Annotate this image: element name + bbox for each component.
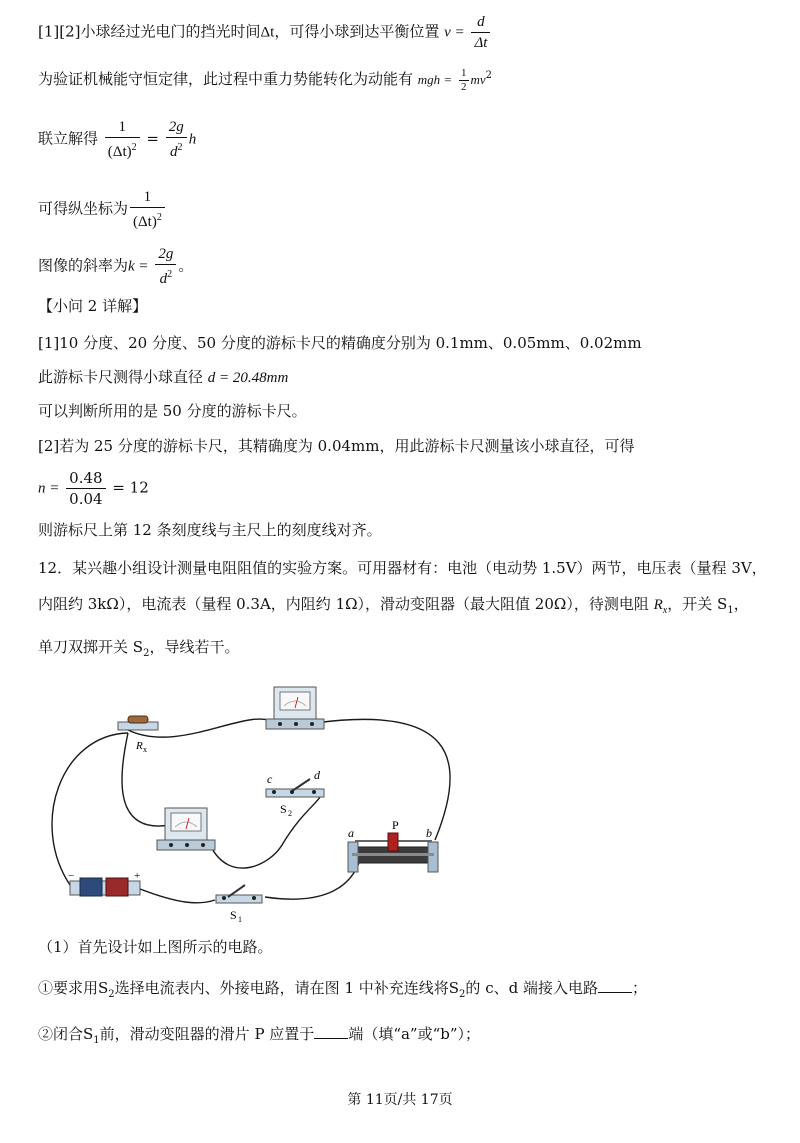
- battery-pack: [68, 870, 140, 896]
- label-s1: S: [230, 908, 237, 922]
- wire-ammeter-b: [315, 719, 450, 840]
- solution-line-10: [2]若为 25 分度的游标卡尺，其精确度为 0.04mm，用此游标卡尺测量该小球直径，可得: [38, 437, 635, 455]
- solution-line-1: [1][2]小球经过光电门的挡光时间Δt，可得小球到达平衡位置 v = $\frac{d}{\Delta t}$: [38, 12, 492, 53]
- solution-line-7: [1]10 分度、20 分度、50 分度的游标卡尺的精确度分别为 0.1mm、0.05mm、0.02mm: [38, 334, 642, 352]
- question-12-line-1: 12．某兴趣小组设计测量电阻阻值的实验方案。可用器材有：电池（电动势 1.5V）两节，电压表（量程 3V，: [38, 559, 767, 577]
- part-1-item-2: ②闭合$S_1$前，滑动变阻器的滑片 P 应置于 端（填“a”或“b”）；: [38, 1025, 481, 1046]
- wire-s1-a: [265, 860, 360, 899]
- fraction-ordinate: $\frac{1}{(\Delta t)^2}$: [130, 187, 165, 232]
- label-c: c: [267, 772, 273, 786]
- resistor-rx: [118, 716, 158, 754]
- ammeter-meter: [266, 687, 324, 729]
- fraction-d-over-dt: $\frac{d}{\Delta t}$: [471, 12, 490, 53]
- section-heading-2: 【小问 2 详解】: [38, 297, 148, 315]
- fraction-2g-over-d-squared: $\frac{2g}{d^2}$: [166, 117, 187, 162]
- part-1-intro: （1）首先设计如上图所示的电路。: [38, 938, 273, 956]
- sliding-rheostat: [348, 818, 438, 872]
- label-d: d: [314, 768, 320, 782]
- solution-line-12: 则游标尺上第 12 条刻度线与主尺上的刻度线对齐。: [38, 521, 382, 539]
- label-rx-sub: x: [143, 745, 147, 754]
- wire-rx-battery: [52, 733, 128, 885]
- voltmeter-meter: [157, 808, 215, 850]
- switch-s1: [216, 885, 262, 924]
- page-footer: 第 11页/共 17页: [347, 1092, 453, 1108]
- label-battery-minus: −: [68, 870, 75, 882]
- fraction-slope: $\frac{2g}{d^2}$: [155, 244, 176, 289]
- solution-line-2: 为验证机械能守恒定律，此过程中重力势能转化为动能有 mgh = $\frac{1}{2}$ $mv^2$: [38, 66, 493, 93]
- answer-blank-1[interactable]: [598, 978, 632, 993]
- solution-line-8: 此游标卡尺测得小球直径 d = 20.48mm: [38, 368, 289, 386]
- answer-blank-2[interactable]: [314, 1024, 348, 1039]
- circuit-figure: [30, 675, 460, 925]
- solution-line-5: 图像的斜率为k = $\frac{2g}{d^2}$ 。: [38, 246, 194, 287]
- label-p: P: [392, 818, 399, 832]
- label-s2: S: [280, 802, 287, 816]
- label-rx: R: [136, 740, 143, 752]
- wire-voltmeter-s2: [210, 797, 320, 868]
- wire-battery-s1: [135, 887, 215, 903]
- label-b: b: [426, 826, 432, 840]
- label-s2-sub: 2: [288, 809, 292, 818]
- label-a: a: [348, 826, 354, 840]
- solution-line-3: 联立解得 $\frac{1}{(\Delta t)^2}$ = $\frac{2g}{d^2}$ h: [38, 119, 197, 160]
- solution-line-4: 可得纵坐标为 $\frac{1}{(\Delta t)^2}$: [38, 187, 167, 232]
- fraction-n: $\frac{0.48}{0.04}$: [66, 468, 105, 509]
- question-12-line-2: 内阻约 3kΩ），电流表（量程 0.3A，内阻约 1Ω），滑动变阻器（最大阻值 20Ω），待测电阻 $R_x$，开关 $S_1$，: [38, 595, 749, 616]
- fraction-one-over-dt-squared: $\frac{1}{(\Delta t)^2}$: [105, 117, 140, 162]
- part-1-item-1: ①要求用$S_2$选择电流表内、外接电路，请在图 1 中补充连线将$S_2$的 c、d 端接入电路 ；: [38, 979, 647, 1000]
- solution-line-9: 可以判断所用的是 50 分度的游标卡尺。: [38, 402, 307, 420]
- switch-s2: [266, 768, 324, 818]
- fraction-one-half: $\frac{1}{2}$: [461, 66, 467, 93]
- solution-line-11: n = $\frac{0.48}{0.04}$ = 12: [38, 469, 149, 508]
- question-12-line-3: 单刀双掷开关 $S_2$，导线若干。: [38, 638, 240, 659]
- label-battery-plus: +: [134, 870, 141, 882]
- label-s1-sub: 1: [238, 915, 242, 924]
